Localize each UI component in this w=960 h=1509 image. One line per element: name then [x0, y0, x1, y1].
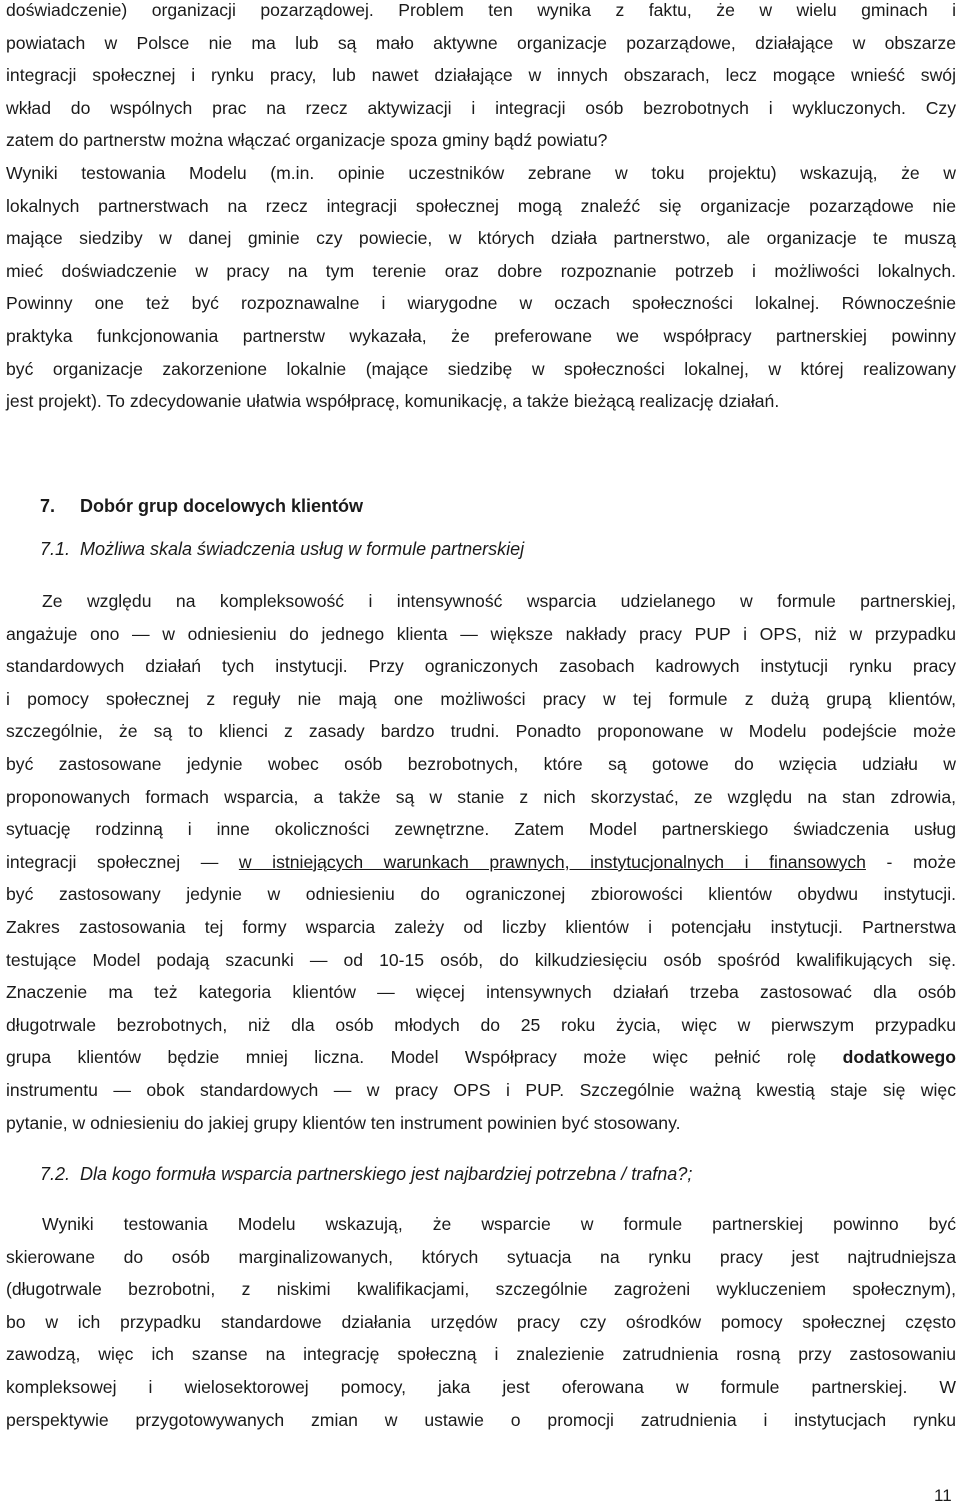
bold-word: dodatkowego — [842, 1047, 956, 1068]
text-line: skierowane do osób marginalizowanych, których sytuacja na rynku pracy jest najtrudniejsza — [6, 1246, 956, 1267]
text-line: mieć doświadczenie w pracy na tym terenie oraz dobre rozpoznanie potrzeb i możliwości lokalnych. — [6, 260, 956, 281]
text-line: być zastosowane jedynie wobec osób bezrobotnych, które są gotowe do wzięcia udziału w — [6, 753, 956, 774]
page-number: 11 — [934, 1486, 952, 1505]
text-line: zatem do partnerstw można włączać organizacje spoza gminy bądź powiatu? — [6, 130, 608, 151]
section-number: 7.1. — [40, 539, 71, 559]
text-line: wkład do wspólnych prac na rzecz aktywizacji i integracji osób bezrobotnych i wykluczonych. Czy — [6, 97, 956, 118]
text-line: integracji społecznej i rynku pracy, lub nawet działające w innych obszarach, lecz mogące wnieść swój — [6, 65, 956, 86]
text-line: mające siedziby w danej gminie czy powiecie, w których działa partnerstwo, ale organizacje te muszą — [6, 228, 956, 249]
underlined-phrase: w istniejących warunkach prawnych, instytucjonalnych i finansowych — [238, 851, 866, 872]
section-title: Dobór grup docelowych klientów — [80, 496, 364, 516]
text-line: kompleksowej i wielosektorowej pomocy, jaka jest oferowana w formule partnerskiej. W — [6, 1376, 956, 1397]
text-line: praktyka funkcjonowania partnerstw wykazała, że preferowane we współpracy partnerskiej powinny — [6, 325, 956, 346]
text-line: doświadczenie) organizacji pozarządowej. Problem ten wynika z faktu, że w wielu gminach i — [6, 0, 956, 20]
text-line: Ze względu na kompleksowość i intensywność wsparcia udzielanego w formule partnerskiej, — [42, 591, 956, 611]
text-line: testujące Model podają szacunki — od 10-15 osób, do kilkudziesięciu osób spośród kwalifikujących się. — [6, 949, 956, 970]
text-line: Znaczenie ma też kategoria klientów — więcej intensywnych działań trzeba zastosować dla osób — [6, 982, 956, 1003]
paragraph-target-groups — [6, 1208, 956, 1436]
text-line: sytuację rodzinną i inne okoliczności zewnętrzne. Zatem Model partnerskiego świadczenia usług — [6, 819, 956, 840]
section-heading-7-1 — [40, 533, 524, 565]
section-heading-7-2 — [40, 1158, 692, 1190]
text-line: angażuje ono — w odniesieniu do jednego klienta — większe nakłady pracy PUP i OPS, niż w przypadku — [6, 623, 956, 644]
section-number: 7.2. — [40, 1164, 71, 1184]
text-line: proponowanych formach wsparcia, a także są w stanie z nich skorzystać, ze względu na stan zdrowia, — [6, 786, 956, 807]
text-line: jest projekt). To zdecydowanie ułatwia współpracę, komunikację, a także bieżącą realizację działań. — [6, 391, 780, 412]
section-title: Możliwa skala świadczenia usług w formule partnerskiej — [80, 539, 525, 559]
text-line: powiatach w Polsce nie ma lub są mało aktywne organizacje pozarządowe, działające w obszarze — [6, 32, 956, 53]
text-line: pytanie, w odniesieniu do jakiej grupy klientów ten instrument powinien być stosowany. — [6, 1112, 681, 1133]
text-line: instrumentu — obok standardowych — w pracy OPS i PUP. Szczególnie ważną kwestią staje się więc — [6, 1079, 956, 1100]
text-line: szczególnie, że są to klienci z zasady bardzo trudni. Ponadto proponowane w Modelu podejście może — [6, 721, 956, 742]
text-run: - może — [865, 851, 956, 872]
text-line — [6, 1041, 956, 1074]
text-line: (długotrwale bezrobotni, z niskimi kwalifikacjami, szczególnie zagrożeni wykluczeniem społecznym), — [6, 1279, 956, 1300]
text-line: być zastosowany jedynie w odniesieniu do ograniczonej zbiorowości klientów obydwu instytucji. — [6, 884, 956, 905]
text-line: Zakres zastosowania tej formy wsparcia zależy od liczby klientów i potencjału instytucji. Partnerstwa — [6, 916, 956, 937]
paragraph-service-scale — [6, 585, 956, 1139]
text-line: i pomocy społecznej z reguły nie mają one możliwości pracy w tej formule z dużą grupą klientów, — [6, 688, 956, 709]
text-line: być organizacje zakorzenione lokalnie (mające siedzibę w społeczności lokalnej, w której realizowany — [6, 358, 956, 379]
text-line: Powinny one też być rozpoznawalne i wiarygodne w oczach społeczności lokalnej. Równocześnie — [6, 293, 956, 314]
section-heading-7 — [40, 490, 363, 522]
text-line: perspektywie przygotowywanych zmian w ustawie o promocji zatrudnienia i instytucjach rynku — [6, 1409, 956, 1430]
text-line — [6, 846, 956, 879]
text-line: lokalnych partnerstwach na rzecz integracji społecznej mogą znaleźć się organizacje pozarządowe nie — [6, 195, 956, 216]
text-line: długotrwale bezrobotnych, niż dla osób młodych do 25 roku życia, więc w pierwszym przypadku — [6, 1014, 956, 1035]
text-run: integracji społecznej — — [6, 851, 239, 872]
text-line: bo w ich przypadku standardowe działania urzędów pracy czy ośrodków pomocy społecznej często — [6, 1311, 956, 1332]
text-line: standardowych działań tych instytucji. Przy ograniczonych zasobach kadrowych instytucji rynku pracy — [6, 656, 956, 677]
text-run: grupa klientów będzie mniej liczna. Model Współpracy może więc pełnić rolę — [6, 1047, 843, 1068]
text-line: Wyniki testowania Modelu wskazują, że wsparcie w formule partnerskiej powinno być — [42, 1214, 956, 1234]
paragraph-partnership-organizations — [6, 0, 956, 418]
section-number: 7. — [40, 496, 56, 516]
text-line: Wyniki testowania Modelu (m.in. opinie uczestników zebrane w toku projektu) wskazują, że w — [6, 162, 956, 183]
text-line: zawodzą, więc ich szanse na integrację społeczną i znalezienie zatrudnienia rosną przy zastosowaniu — [6, 1344, 956, 1365]
section-title: Dla kogo formuła wsparcia partnerskiego jest najbardziej potrzebna / trafna?; — [80, 1164, 693, 1184]
